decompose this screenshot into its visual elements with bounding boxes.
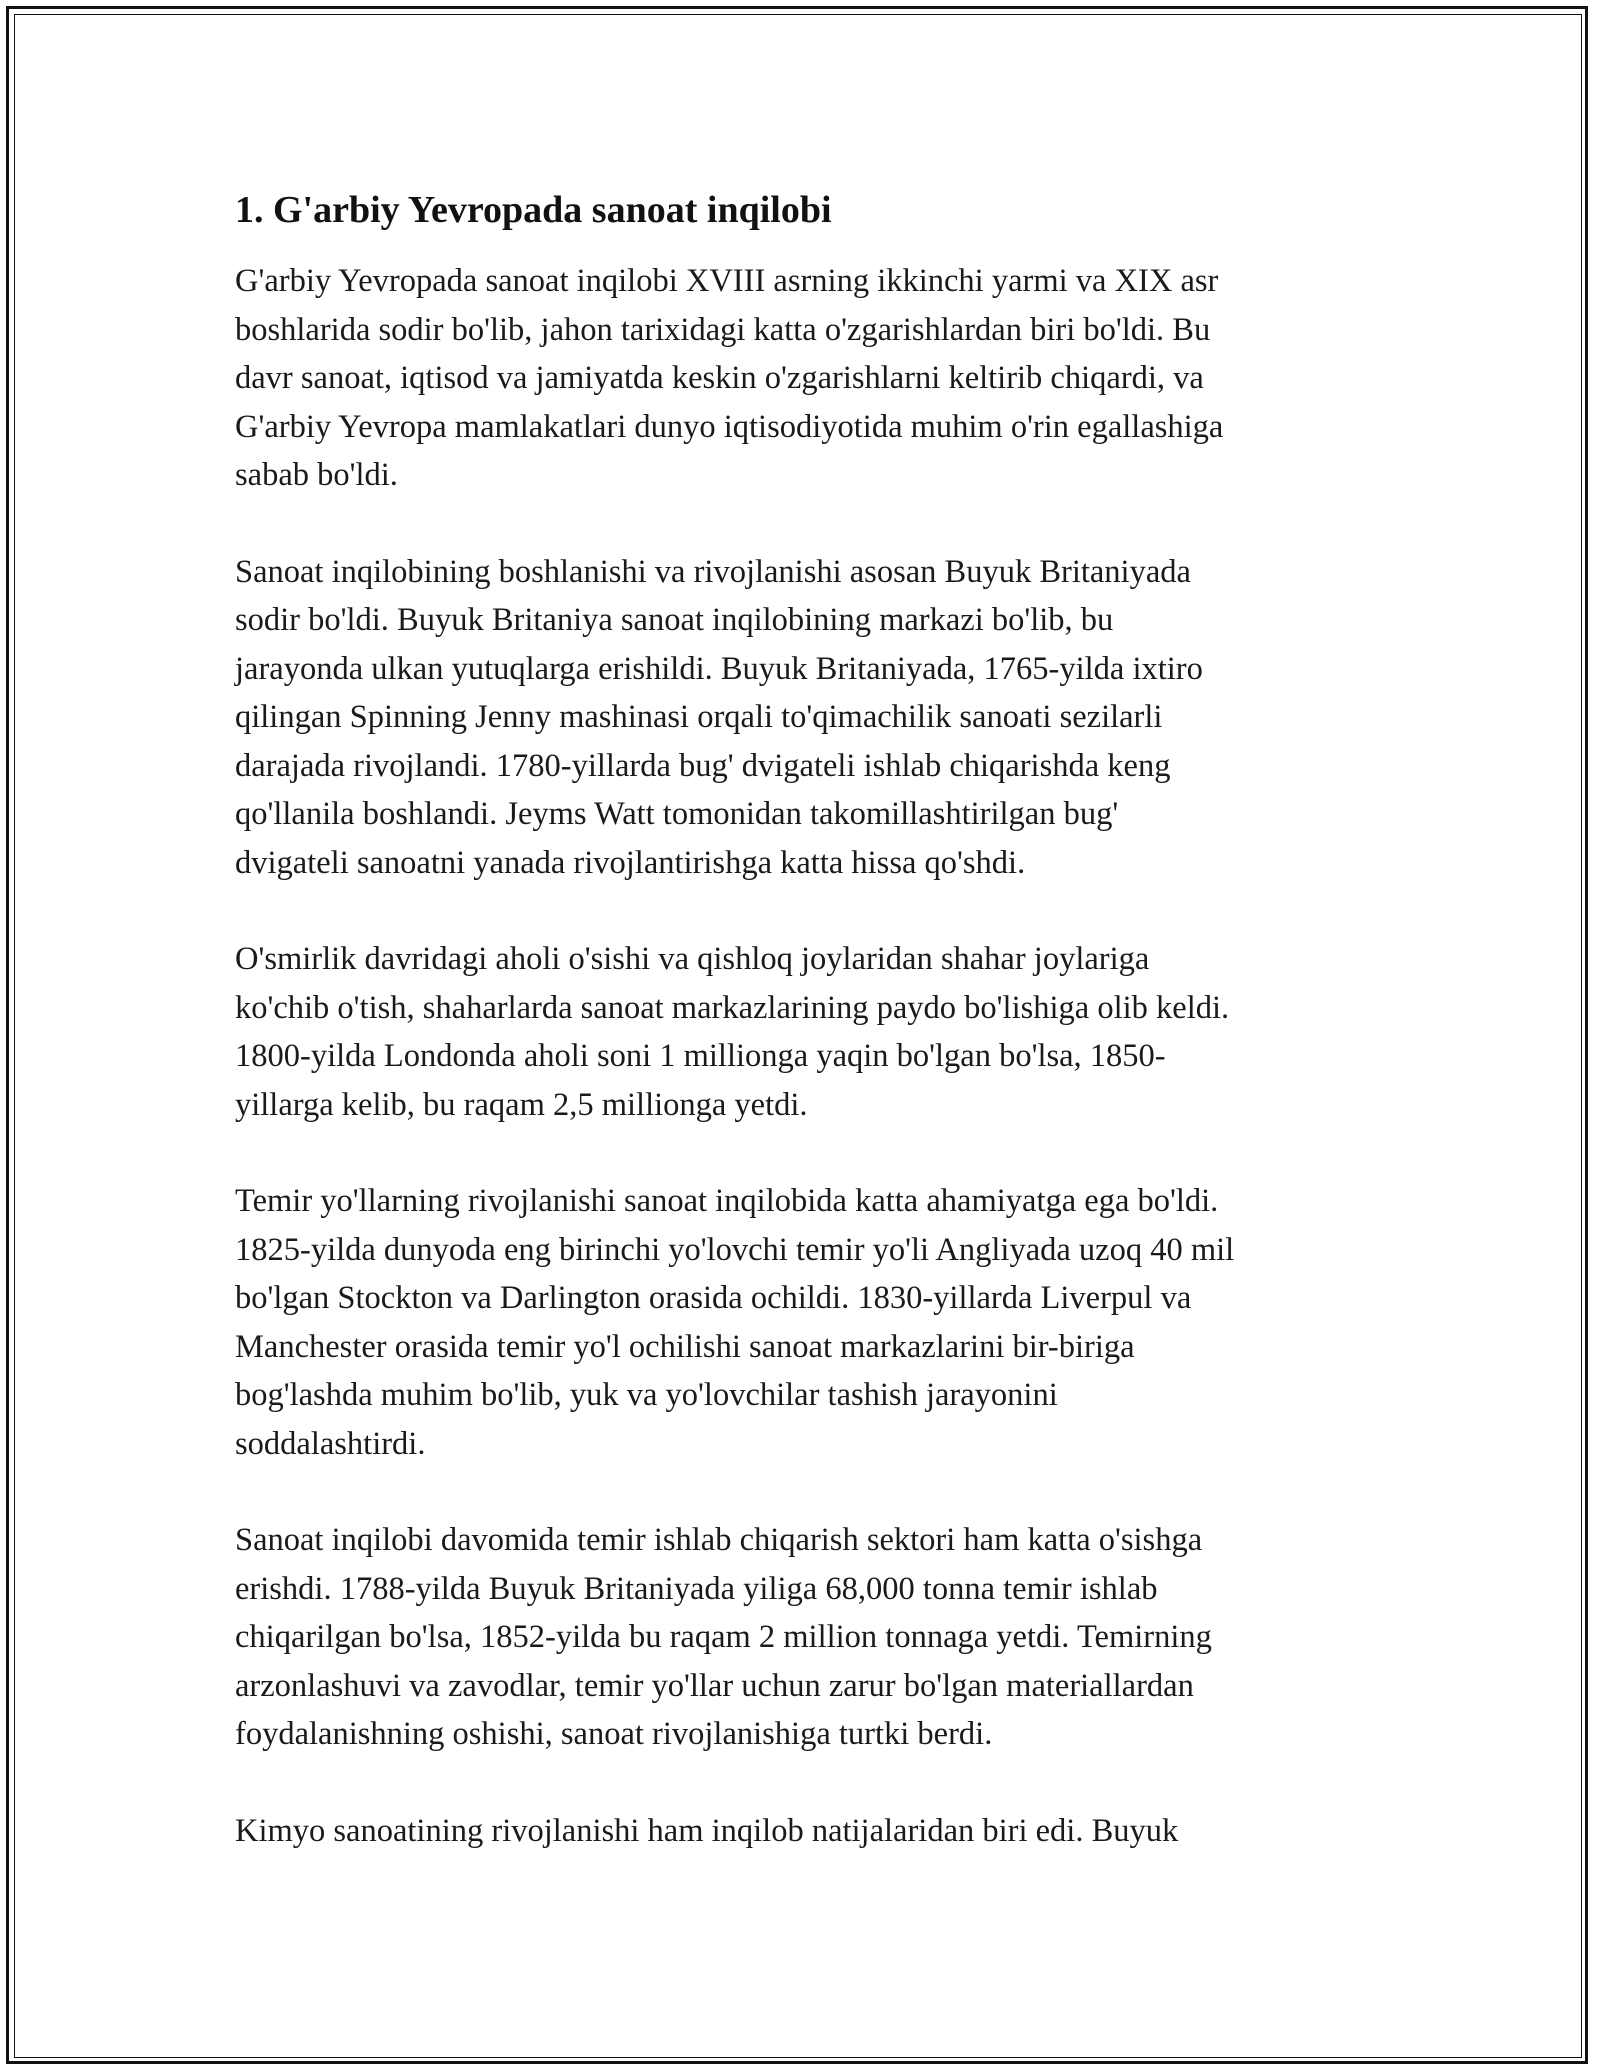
paragraph-line: dvigateli sanoatni yanada rivojlantirishga katta hissa qo'shdi. (235, 844, 1026, 881)
paragraph-line: Kimyo sanoatining rivojlanishi ham inqilob natijalaridan biri edi. Buyuk (235, 1812, 1179, 1849)
paragraph-line: Sanoat inqilobi davomida temir ishlab chiqarish sektori ham katta o'sishga (235, 1522, 1203, 1558)
paragraph-line: Manchester orasida temir yo'l ochilishi sanoat markazlarini bir-biriga (235, 1328, 1135, 1365)
paragraph-line: boshlarida sodir bo'lib, jahon tarixidagi katta o'zgarishlardan biri bo'ldi. Bu (235, 311, 1211, 348)
document-body (235, 185, 1370, 1903)
paragraph-line: darajada rivojlandi. 1780-yillarda bug' dvigateli ishlab chiqarishda keng (235, 747, 1171, 784)
paragraph-line: G'arbiy Yevropada sanoat inqilobi XVIII asrning ikkinchi yarmi va XIX asr (235, 263, 1219, 299)
paragraph-line: sodir bo'ldi. Buyuk Britaniya sanoat inqilobining markazi bo'lib, bu (235, 602, 1114, 638)
paragraph-line: bo'lgan Stockton va Darlington orasida ochildi. 1830-yillarda Liverpul va (235, 1280, 1192, 1316)
paragraph-line: chiqarilgan bo'lsa, 1852-yilda bu raqam 2 million tonnaga yetdi. Temirning (235, 1619, 1212, 1655)
paragraph-line: ko'chib o'tish, shaharlarda sanoat markazlarining paydo bo'lishiga olib keldi. (235, 989, 1230, 1026)
paragraph-line: O'smirlik davridagi aholi o'sishi va qishloq joylaridan shahar joylariga (235, 941, 1150, 977)
paragraph-4 (235, 1177, 1370, 1468)
paragraph-line: erishdi. 1788-yilda Buyuk Britaniyada yiliga 68,000 tonna temir ishlab (235, 1570, 1158, 1607)
paragraph-line: bog'lashda muhim bo'lib, yuk va yo'lovchilar tashish jarayonini (235, 1377, 1058, 1413)
paragraph-3 (235, 935, 1370, 1129)
paragraph-line: soddalashtirdi. (235, 1425, 426, 1462)
section-heading: 1. G'arbiy Yevropada sanoat inqilobi (235, 189, 832, 231)
paragraph-line: arzonlashuvi va zavodlar, temir yo'llar uchun zarur bo'lgan materiallardan (235, 1667, 1194, 1704)
paragraph-2 (235, 548, 1370, 888)
paragraph-line: jarayonda ulkan yutuqlarga erishildi. Buyuk Britaniyada, 1765-yilda ixtiro (235, 650, 1203, 687)
paragraph-line: 1825-yilda dunyoda eng birinchi yo'lovchi temir yo'li Angliyada uzoq 40 mil (235, 1231, 1235, 1268)
paragraph-line: G'arbiy Yevropa mamlakatlari dunyo iqtisodiyotida muhim o'rin egallashiga (235, 408, 1224, 445)
paragraph-line: foydalanishning oshishi, sanoat rivojlanishiga turtki berdi. (235, 1716, 993, 1752)
paragraph-line: 1800-yilda Londonda aholi soni 1 millionga yaqin bo'lgan bo'lsa, 1850- (235, 1038, 1166, 1074)
paragraph-1 (235, 257, 1370, 500)
paragraph-line: Temir yo'llarning rivojlanishi sanoat inqilobida katta ahamiyatga ega bo'ldi. (235, 1183, 1219, 1219)
paragraph-line: davr sanoat, iqtisod va jamiyatda keskin o'zgarishlarni keltirib chiqardi, va (235, 360, 1204, 396)
paragraph-line: yillarga kelib, bu raqam 2,5 millionga yetdi. (235, 1086, 808, 1123)
paragraph-line: qilingan Spinning Jenny mashinasi orqali to'qimachilik sanoati sezilarli (235, 699, 1163, 735)
paragraph-6 (235, 1807, 1370, 1856)
paragraph-line: qo'llanila boshlandi. Jeyms Watt tomonidan takomillashtirilgan bug' (235, 796, 1119, 832)
paragraph-line: Sanoat inqilobining boshlanishi va rivojlanishi asosan Buyuk Britaniyada (235, 553, 1191, 590)
paragraph-line: sabab bo'ldi. (235, 457, 398, 493)
paragraph-5 (235, 1516, 1370, 1759)
